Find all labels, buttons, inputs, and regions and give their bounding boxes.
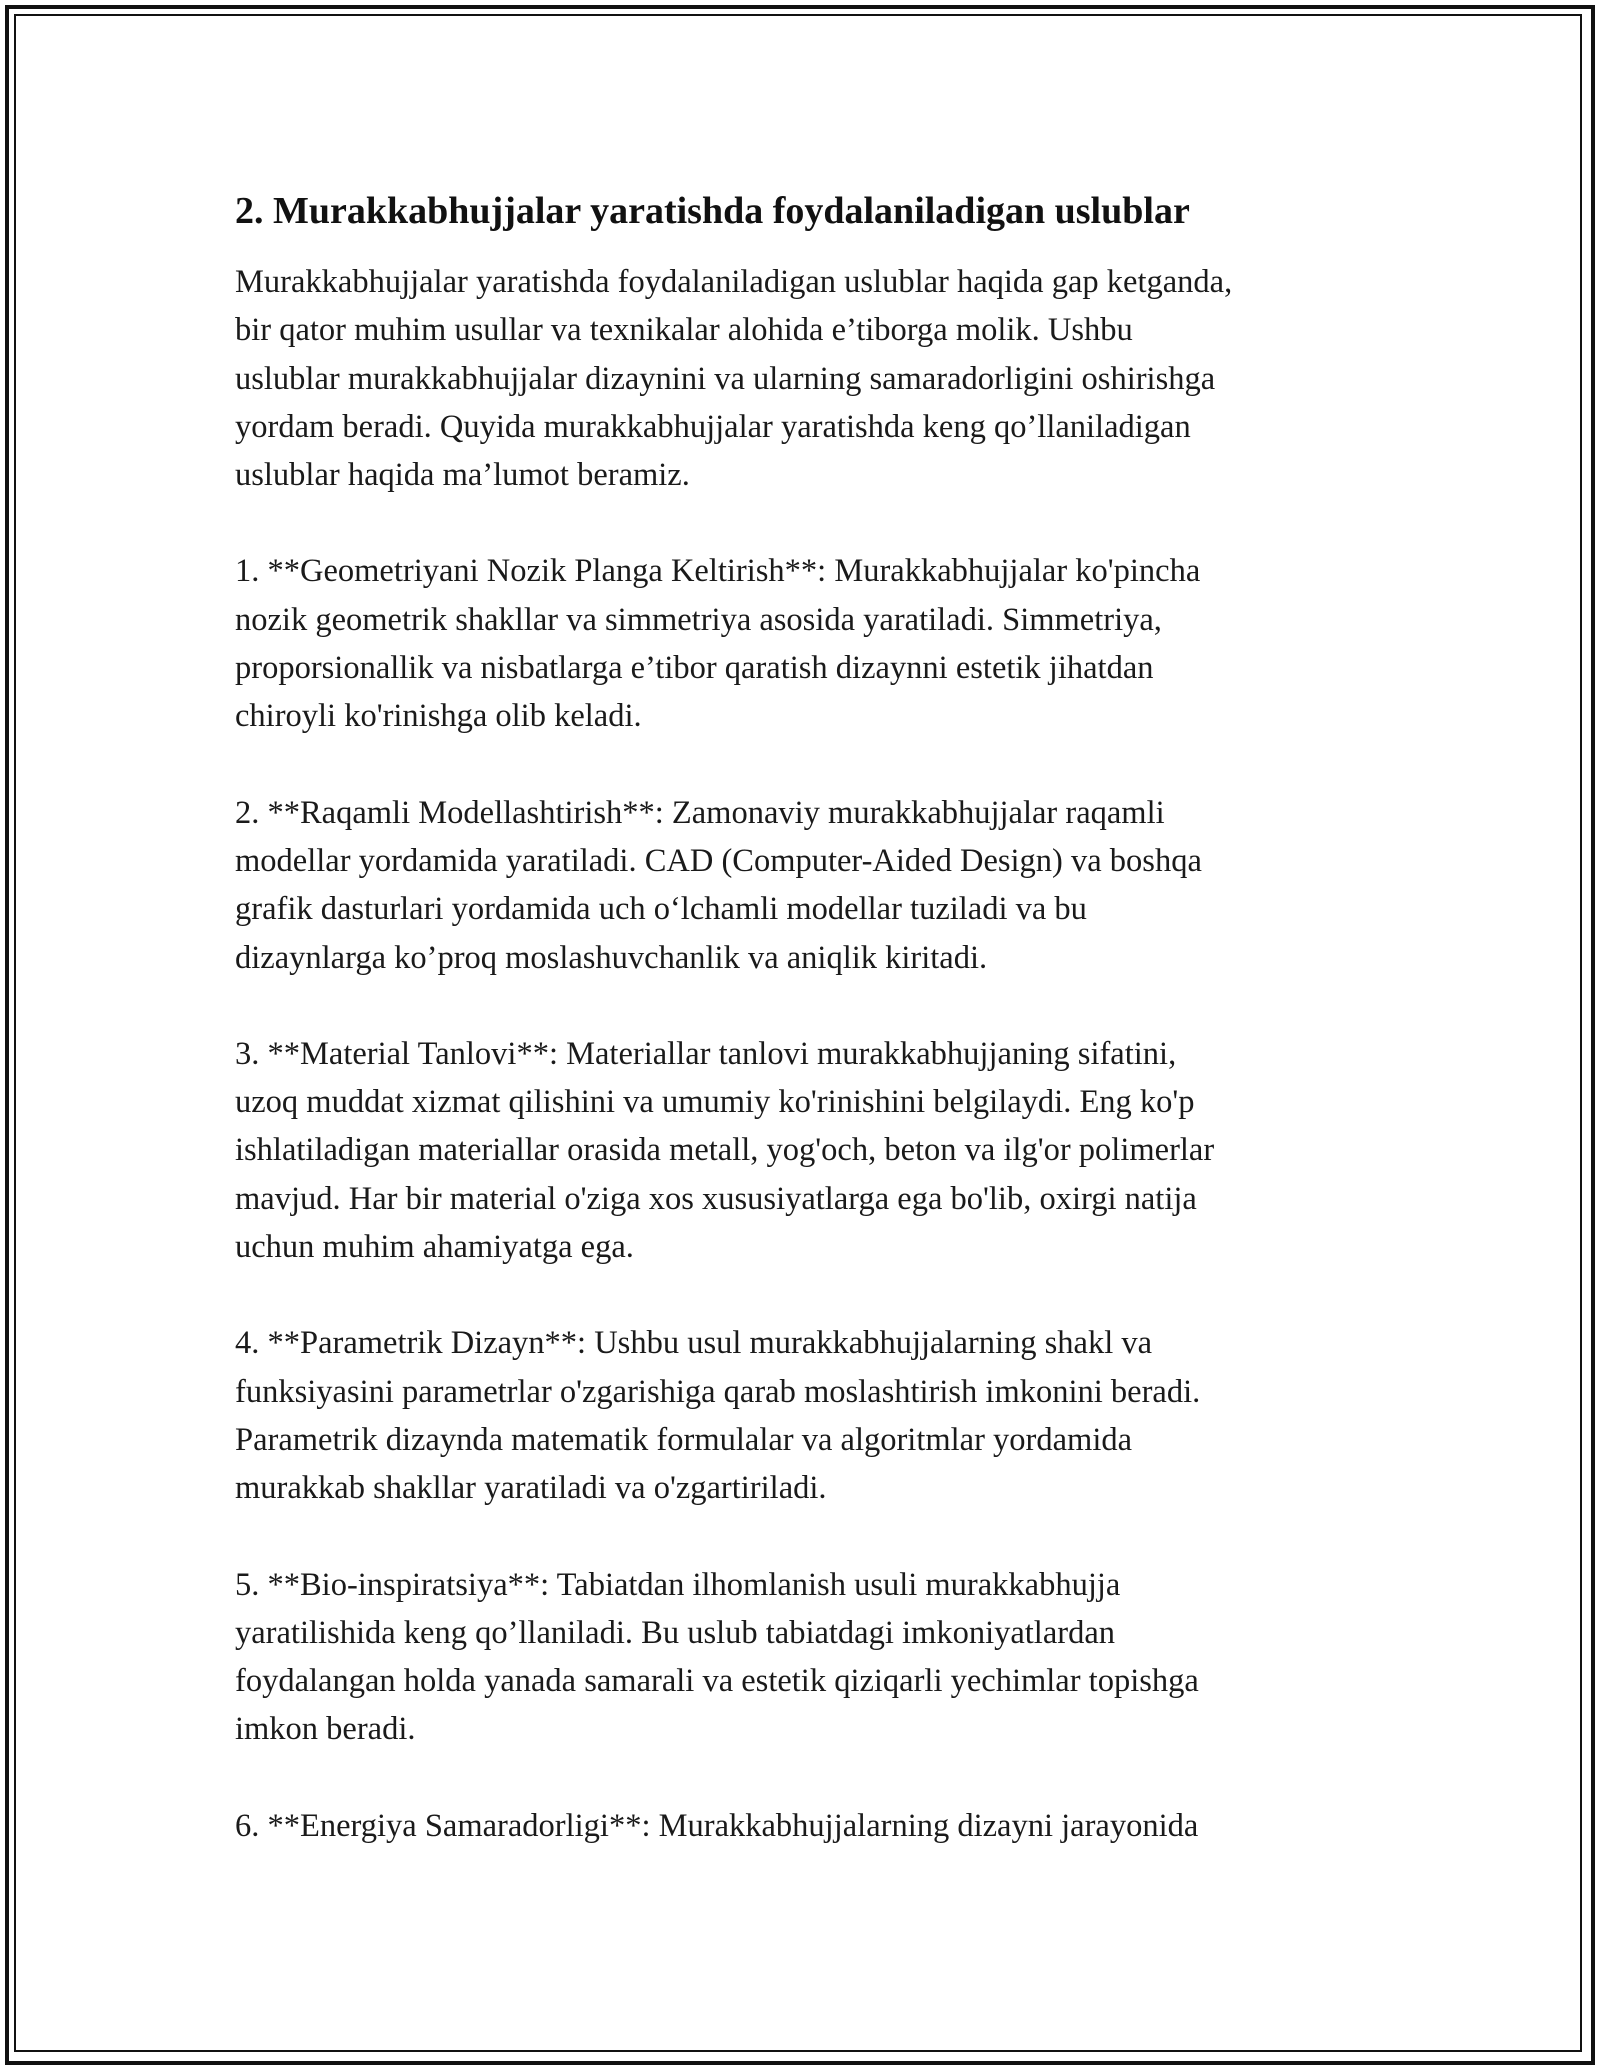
list-item-energy-efficiency: 6. **Energiya Samaradorligi**: Murakkabhujjalarning dizayni jarayonida xyxy=(235,1807,1199,1844)
section-heading: 2. Murakkabhujjalar yaratishda foydalaniladigan uslublar xyxy=(235,190,1190,232)
list-item-bio-inspiration: 5. **Bio-inspiratsiya**: Tabiatdan ilhomlanish usuli murakkabhujja yaratilishida keng qo’llaniladi. Bu uslub tabiatdagi imkoniyatlardan foydalangan holda yanada samarali va estetik qiziqarli yechimlar topishga imkon beradi. xyxy=(235,1566,1199,1748)
list-item-geometry: 1. **Geometriyani Nozik Planga Keltirish**: Murakkabhujjalar ko'pincha nozik geometrik shakllar va simmetriya asosida yaratiladi. Simmetriya, proporsionallik va nisbatlarga e’tibor qaratish dizaynni estetik jihatdan chiroyli ko'rinishga olib keladi. xyxy=(235,553,1201,735)
list-item-parametric-design: 4. **Parametrik Dizayn**: Ushbu usul murakkabhujjalarning shakl va funksiyasini parametrlar o'zgarishiga qarab moslashtirish imkonini beradi. Parametrik dizaynda matematik formulalar va algoritmlar yordamida murakkab shakllar yaratiladi va o'zgartiriladi. xyxy=(235,1325,1201,1507)
list-item-digital-modeling: 2. **Raqamli Modellashtirish**: Zamonaviy murakkabhujjalar raqamli modellar yordamida yaratiladi. CAD (Computer-Aided Design) va boshqa grafik dasturlari yordamida uch o‘lchamli modellar tuziladi va bu dizaynlarga ko’proq moslashuvchanlik va aniqlik kiritadi. xyxy=(235,794,1202,976)
list-item-material-choice: 3. **Material Tanlovi**: Materiallar tanlovi murakkabhujjaning sifatini, uzoq muddat xizmat qilishini va umumiy ko'rinishini belgilaydi. Eng ko'p ishlatiladigan materiallar orasida metall, yog'och, beton va ilg'or polimerlar mavjud. Har bir material o'ziga xos xususiyatlarga ega bo'lib, oxirgi natija uchun muhim ahamiyatga ega. xyxy=(235,1035,1215,1266)
document-body xyxy=(235,186,1385,1898)
intro-paragraph: Murakkabhujjalar yaratishda foydalaniladigan uslublar haqida gap ketganda, bir qator muhim usullar va texnikalar alohida e’tiborga molik. Ushbu uslublar murakkabhujjalar dizaynini va ularning samaradorligini oshirishga yordam beradi. Quyida murakkabhujjalar yaratishda keng qo’llaniladigan uslublar haqida ma’lumot beramiz. xyxy=(235,264,1233,494)
